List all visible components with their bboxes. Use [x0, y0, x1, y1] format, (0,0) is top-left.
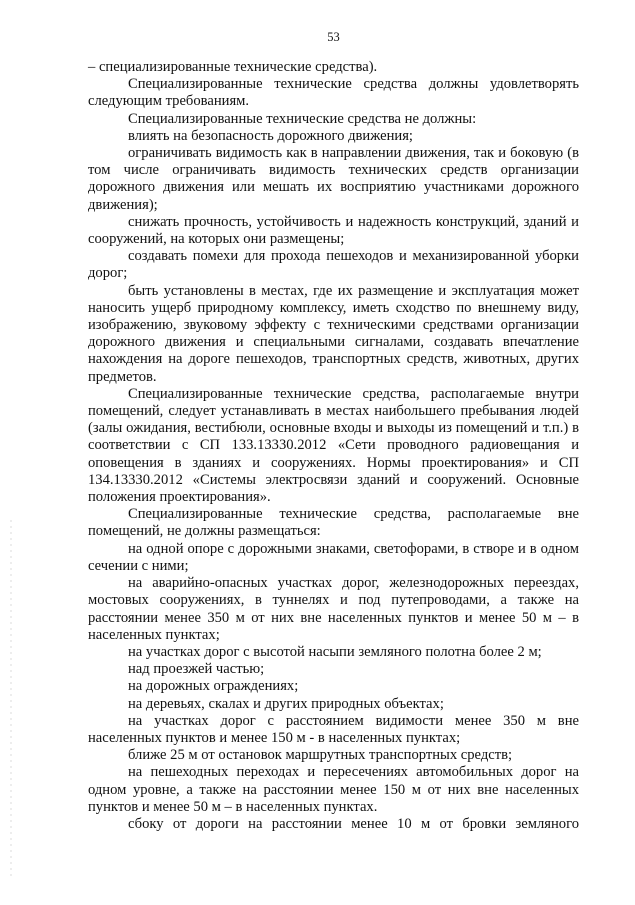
paragraph: быть установлены в местах, где их размещение и эксплуатация может наносить ущерб природному комплексу, иметь сходство по внешнему виду, изображению, звуковому эффекту с техническими средствами организации дорожного движения и специальными сигналами, создавать впечатление нахождения на дороге пешеходов, транспортных средств, животных, других предметов.: [88, 282, 579, 385]
paragraph: Специализированные технические средства не должны:: [128, 110, 477, 127]
paragraph: сбоку от дороги на расстоянии менее 10 м от бровки земляного: [128, 815, 579, 832]
paragraph: создавать помехи для прохода пешеходов и механизированной уборки дорог;: [88, 248, 579, 282]
paragraph: на одной опоре с дорожными знаками, светофорами, в створе и в одном сечении с ними;: [88, 540, 579, 574]
paragraph: над проезжей частью;: [128, 661, 265, 678]
paragraph: снижать прочность, устойчивость и надежность конструкций, зданий и сооружений, на которых они размещены;: [88, 213, 579, 248]
paragraph: Специализированные технические средства, располагаемые внутри помещений, следует устанавливать в местах наибольшего пребывания людей (залы ожидания, вестибюли, основные входы и выходы из помещений и т.п.) в соответствии с СП 133.13330.2012 «Сети проводного радиовещания и оповещения в зданиях и сооружениях. Нормы проектирования» и СП 134.13330.2012 «Системы электросвязи зданий и сооружений. Основные положения проектирования».: [88, 385, 579, 506]
paragraph: на участках дорог с высотой насыпи земляного полотна более 2 м;: [128, 643, 542, 660]
paragraph: влиять на безопасность дорожного движения;: [128, 127, 413, 144]
paragraph: на дорожных ограждениях;: [128, 678, 299, 695]
paragraph: на участках дорог с расстоянием видимости менее 350 м вне населенных пунктов и менее 150 м - в населенных пунктах;: [88, 712, 579, 746]
paragraph: на пешеходных переходах и пересечениях автомобильных дорог на одном уровне, а также на расстоянии менее 150 м от них вне населенных пунктов и менее 50 м – в населенных пунктах.: [88, 764, 579, 815]
paragraph: – специализированные технические средства).: [88, 59, 378, 75]
paragraph: ограничивать видимость как в направлении движения, так и боковую (в том числе ограничивать видимость технических средств организации дорожного движения или мешать их восприятию участниками дорожного движения);: [88, 145, 579, 213]
paragraph: Специализированные технические средства, располагаемые вне помещений, не должны размещаться:: [88, 506, 579, 540]
body-text: [88, 59, 579, 833]
paragraph: ближе 25 м от остановок маршрутных транспортных средств;: [128, 747, 513, 764]
scan-edge-artifact: [10, 520, 12, 880]
paragraph: на деревьях, скалах и других природных объектах;: [128, 695, 444, 712]
paragraph: на аварийно-опасных участках дорог, железнодорожных переездах, мостовых сооружениях, в туннелях и под путепроводами, а также на расстоянии менее 350 м от них вне населенных пунктов и менее 50 м – в населенных пунктах;: [88, 575, 579, 643]
page-number: 53: [327, 30, 340, 44]
paragraph: Специализированные технические средства должны удовлетворять следующим требованиям.: [88, 76, 579, 110]
